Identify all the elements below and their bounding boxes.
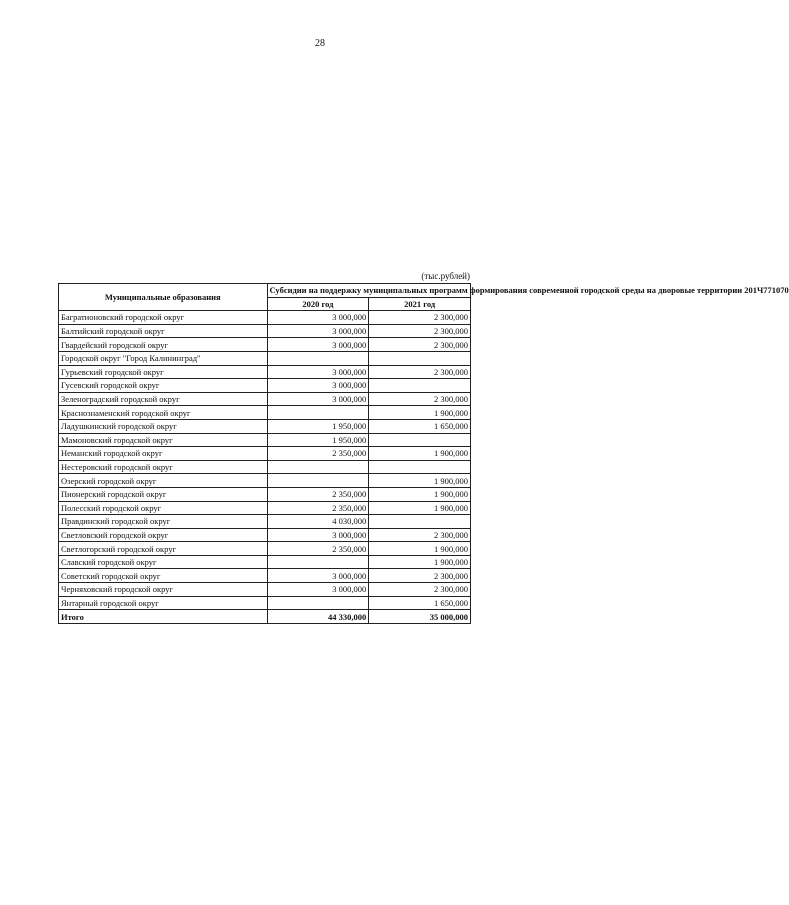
value-2021: [369, 433, 471, 447]
table-row: [59, 447, 471, 461]
table-row: [59, 515, 471, 529]
table-row: [59, 406, 471, 420]
municipality-name: Пионерский городской округ: [59, 487, 268, 501]
value-2021: 2 300,000: [369, 311, 471, 325]
municipality-name: Мамоновский городской округ: [59, 433, 268, 447]
table-row: [59, 474, 471, 488]
value-2021: 2 300,000: [369, 528, 471, 542]
table-row: [59, 419, 471, 433]
municipality-name: Ладушкинский городской округ: [59, 419, 268, 433]
value-2020: 4 030,000: [267, 515, 369, 529]
header-year-2020: 2020 год: [267, 297, 369, 311]
value-2020: 3 000,000: [267, 365, 369, 379]
value-2021: 2 300,000: [369, 569, 471, 583]
table-row: [59, 528, 471, 542]
table-row: [59, 501, 471, 515]
value-2021: 1 900,000: [369, 501, 471, 515]
table-row: [59, 365, 471, 379]
municipality-name: Правдинский городской округ: [59, 515, 268, 529]
value-2020: 2 350,000: [267, 487, 369, 501]
municipality-name: Озерский городской округ: [59, 474, 268, 488]
value-2021: 2 300,000: [369, 392, 471, 406]
table-row: [59, 433, 471, 447]
value-2020: 1 950,000: [267, 433, 369, 447]
value-2021: 1 900,000: [369, 487, 471, 501]
table-row: [59, 460, 471, 474]
municipality-name: Городской округ "Город Калининград": [59, 351, 268, 365]
units-label: (тыс.рублей): [421, 271, 470, 281]
value-2021: 2 300,000: [369, 365, 471, 379]
municipality-name: Славский городской округ: [59, 555, 268, 569]
value-2020: 3 000,000: [267, 528, 369, 542]
value-2020: [267, 351, 369, 365]
value-2020: [267, 474, 369, 488]
municipality-name: Багратионовский городской округ: [59, 311, 268, 325]
table-row: [59, 311, 471, 325]
page-number: 28: [315, 38, 325, 49]
municipality-name: Балтийский городской округ: [59, 324, 268, 338]
table-row: [59, 555, 471, 569]
value-2020: [267, 555, 369, 569]
value-2020: 2 350,000: [267, 501, 369, 515]
value-2021: 2 300,000: [369, 324, 471, 338]
header-year-2021: 2021 год: [369, 297, 471, 311]
table-row: [59, 379, 471, 393]
header-subsidy: Субсидии на поддержку муниципальных программ формирования современной городской среды на дворовые территории 201Ч771070: [267, 284, 471, 298]
subsidy-table: [58, 283, 789, 624]
table-row: [59, 487, 471, 501]
value-2021: 2 300,000: [369, 338, 471, 352]
municipality-name: Светлогорский городской округ: [59, 542, 268, 556]
total-2021: 35 000,000: [369, 610, 471, 624]
value-2021: 1 900,000: [369, 542, 471, 556]
municipality-name: Неманский городской округ: [59, 447, 268, 461]
municipality-name: Гусевский городской округ: [59, 379, 268, 393]
value-2020: 3 000,000: [267, 583, 369, 597]
value-2021: 1 900,000: [369, 406, 471, 420]
value-2020: 2 350,000: [267, 447, 369, 461]
municipality-name: Черняховский городской округ: [59, 583, 268, 597]
value-2020: 1 950,000: [267, 419, 369, 433]
value-2020: 3 000,000: [267, 324, 369, 338]
municipality-name: Янтарный городской округ: [59, 596, 268, 610]
municipality-name: Нестеровский городской округ: [59, 460, 268, 474]
value-2021: [369, 515, 471, 529]
municipality-name: Полесский городской округ: [59, 501, 268, 515]
table-row: [59, 569, 471, 583]
table-row: [59, 392, 471, 406]
value-2020: 3 000,000: [267, 569, 369, 583]
municipality-name: Зеленоградский городской округ: [59, 392, 268, 406]
total-2020: 44 330,000: [267, 610, 369, 624]
value-2020: [267, 406, 369, 420]
value-2020: [267, 596, 369, 610]
value-2021: 2 300,000: [369, 583, 471, 597]
table-row: [59, 583, 471, 597]
value-2021: 1 900,000: [369, 474, 471, 488]
value-2021: [369, 379, 471, 393]
total-label: Итого: [59, 610, 268, 624]
header-municipalities: Муниципальные образования: [59, 284, 268, 311]
table-row: [59, 542, 471, 556]
value-2021: [369, 460, 471, 474]
value-2020: 3 000,000: [267, 379, 369, 393]
table-body: [59, 311, 471, 610]
value-2021: 1 650,000: [369, 419, 471, 433]
value-2021: [369, 351, 471, 365]
municipality-name: Советский городской округ: [59, 569, 268, 583]
total-row: [59, 610, 471, 624]
value-2020: 3 000,000: [267, 311, 369, 325]
municipality-name: Гвардейский городской округ: [59, 338, 268, 352]
table-row: [59, 596, 471, 610]
value-2021: 1 900,000: [369, 447, 471, 461]
table-row: [59, 338, 471, 352]
municipality-name: Краснознаменский городской округ: [59, 406, 268, 420]
table-row: [59, 324, 471, 338]
value-2020: [267, 460, 369, 474]
value-2021: 1 900,000: [369, 555, 471, 569]
table-row: [59, 351, 471, 365]
value-2020: 3 000,000: [267, 338, 369, 352]
value-2021: 1 650,000: [369, 596, 471, 610]
value-2020: 3 000,000: [267, 392, 369, 406]
value-2020: 2 350,000: [267, 542, 369, 556]
municipality-name: Светловский городской округ: [59, 528, 268, 542]
municipality-name: Гурьевский городской округ: [59, 365, 268, 379]
